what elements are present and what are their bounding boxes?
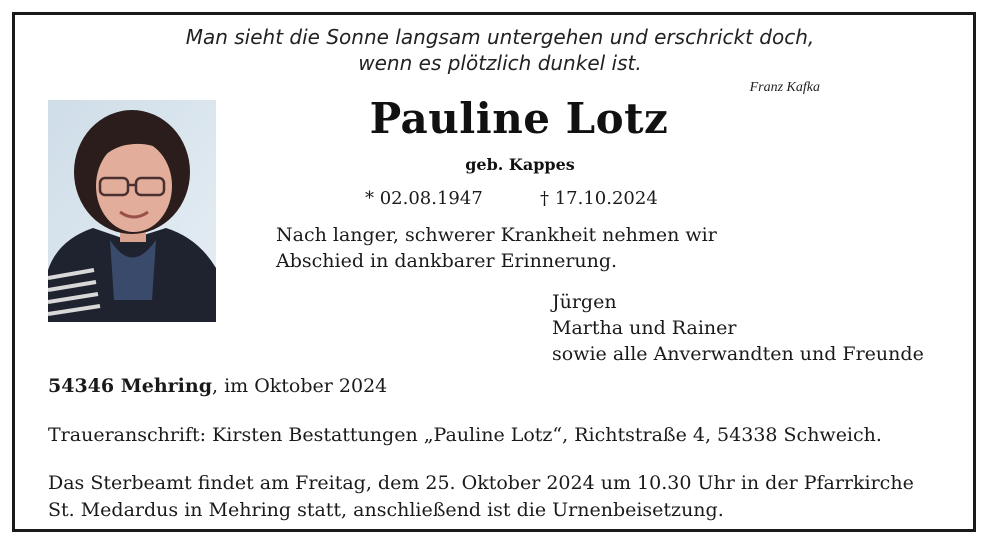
- quote-line-2: wenn es plötzlich dunkel ist.: [358, 51, 642, 75]
- message-line-1: Nach langer, schwerer Krankheit nehmen wir: [276, 224, 717, 246]
- mourner-item: Jürgen: [552, 291, 617, 313]
- place-and-date: [48, 375, 387, 397]
- epigraph-quote: [0, 24, 1000, 76]
- death-date: † 17.10.2024: [540, 188, 658, 209]
- service-line-2: St. Medardus in Mehring statt, anschließend ist die Urnenbeisetzung.: [48, 499, 724, 521]
- service-notice: [48, 470, 968, 524]
- portrait-photo: [48, 100, 216, 322]
- mourner-item: Martha und Rainer: [552, 317, 737, 339]
- maiden-name: geb. Kappes: [465, 155, 575, 174]
- mourners-list: [552, 289, 972, 367]
- deceased-name: Pauline Lotz: [369, 94, 669, 143]
- quote-author: Franz Kafka: [749, 80, 820, 95]
- mourning-address: Traueranschrift: Kirsten Bestattungen „Pauline Lotz“, Richtstraße 4, 54338 Schweich.: [48, 424, 882, 446]
- place-date: , im Oktober 2024: [211, 375, 388, 397]
- farewell-message: [276, 222, 796, 274]
- message-line-2: Abschied in dankbarer Erinnerung.: [276, 250, 618, 272]
- quote-line-1: Man sieht die Sonne langsam untergehen und erschrickt doch,: [185, 25, 815, 49]
- birth-date: * 02.08.1947: [365, 188, 483, 209]
- mourner-item: sowie alle Anverwandten und Freunde: [552, 343, 924, 365]
- service-line-1: Das Sterbeamt findet am Freitag, dem 25. Oktober 2024 um 10.30 Uhr in der Pfarrkirche: [48, 472, 914, 494]
- place-name: 54346 Mehring: [48, 375, 212, 397]
